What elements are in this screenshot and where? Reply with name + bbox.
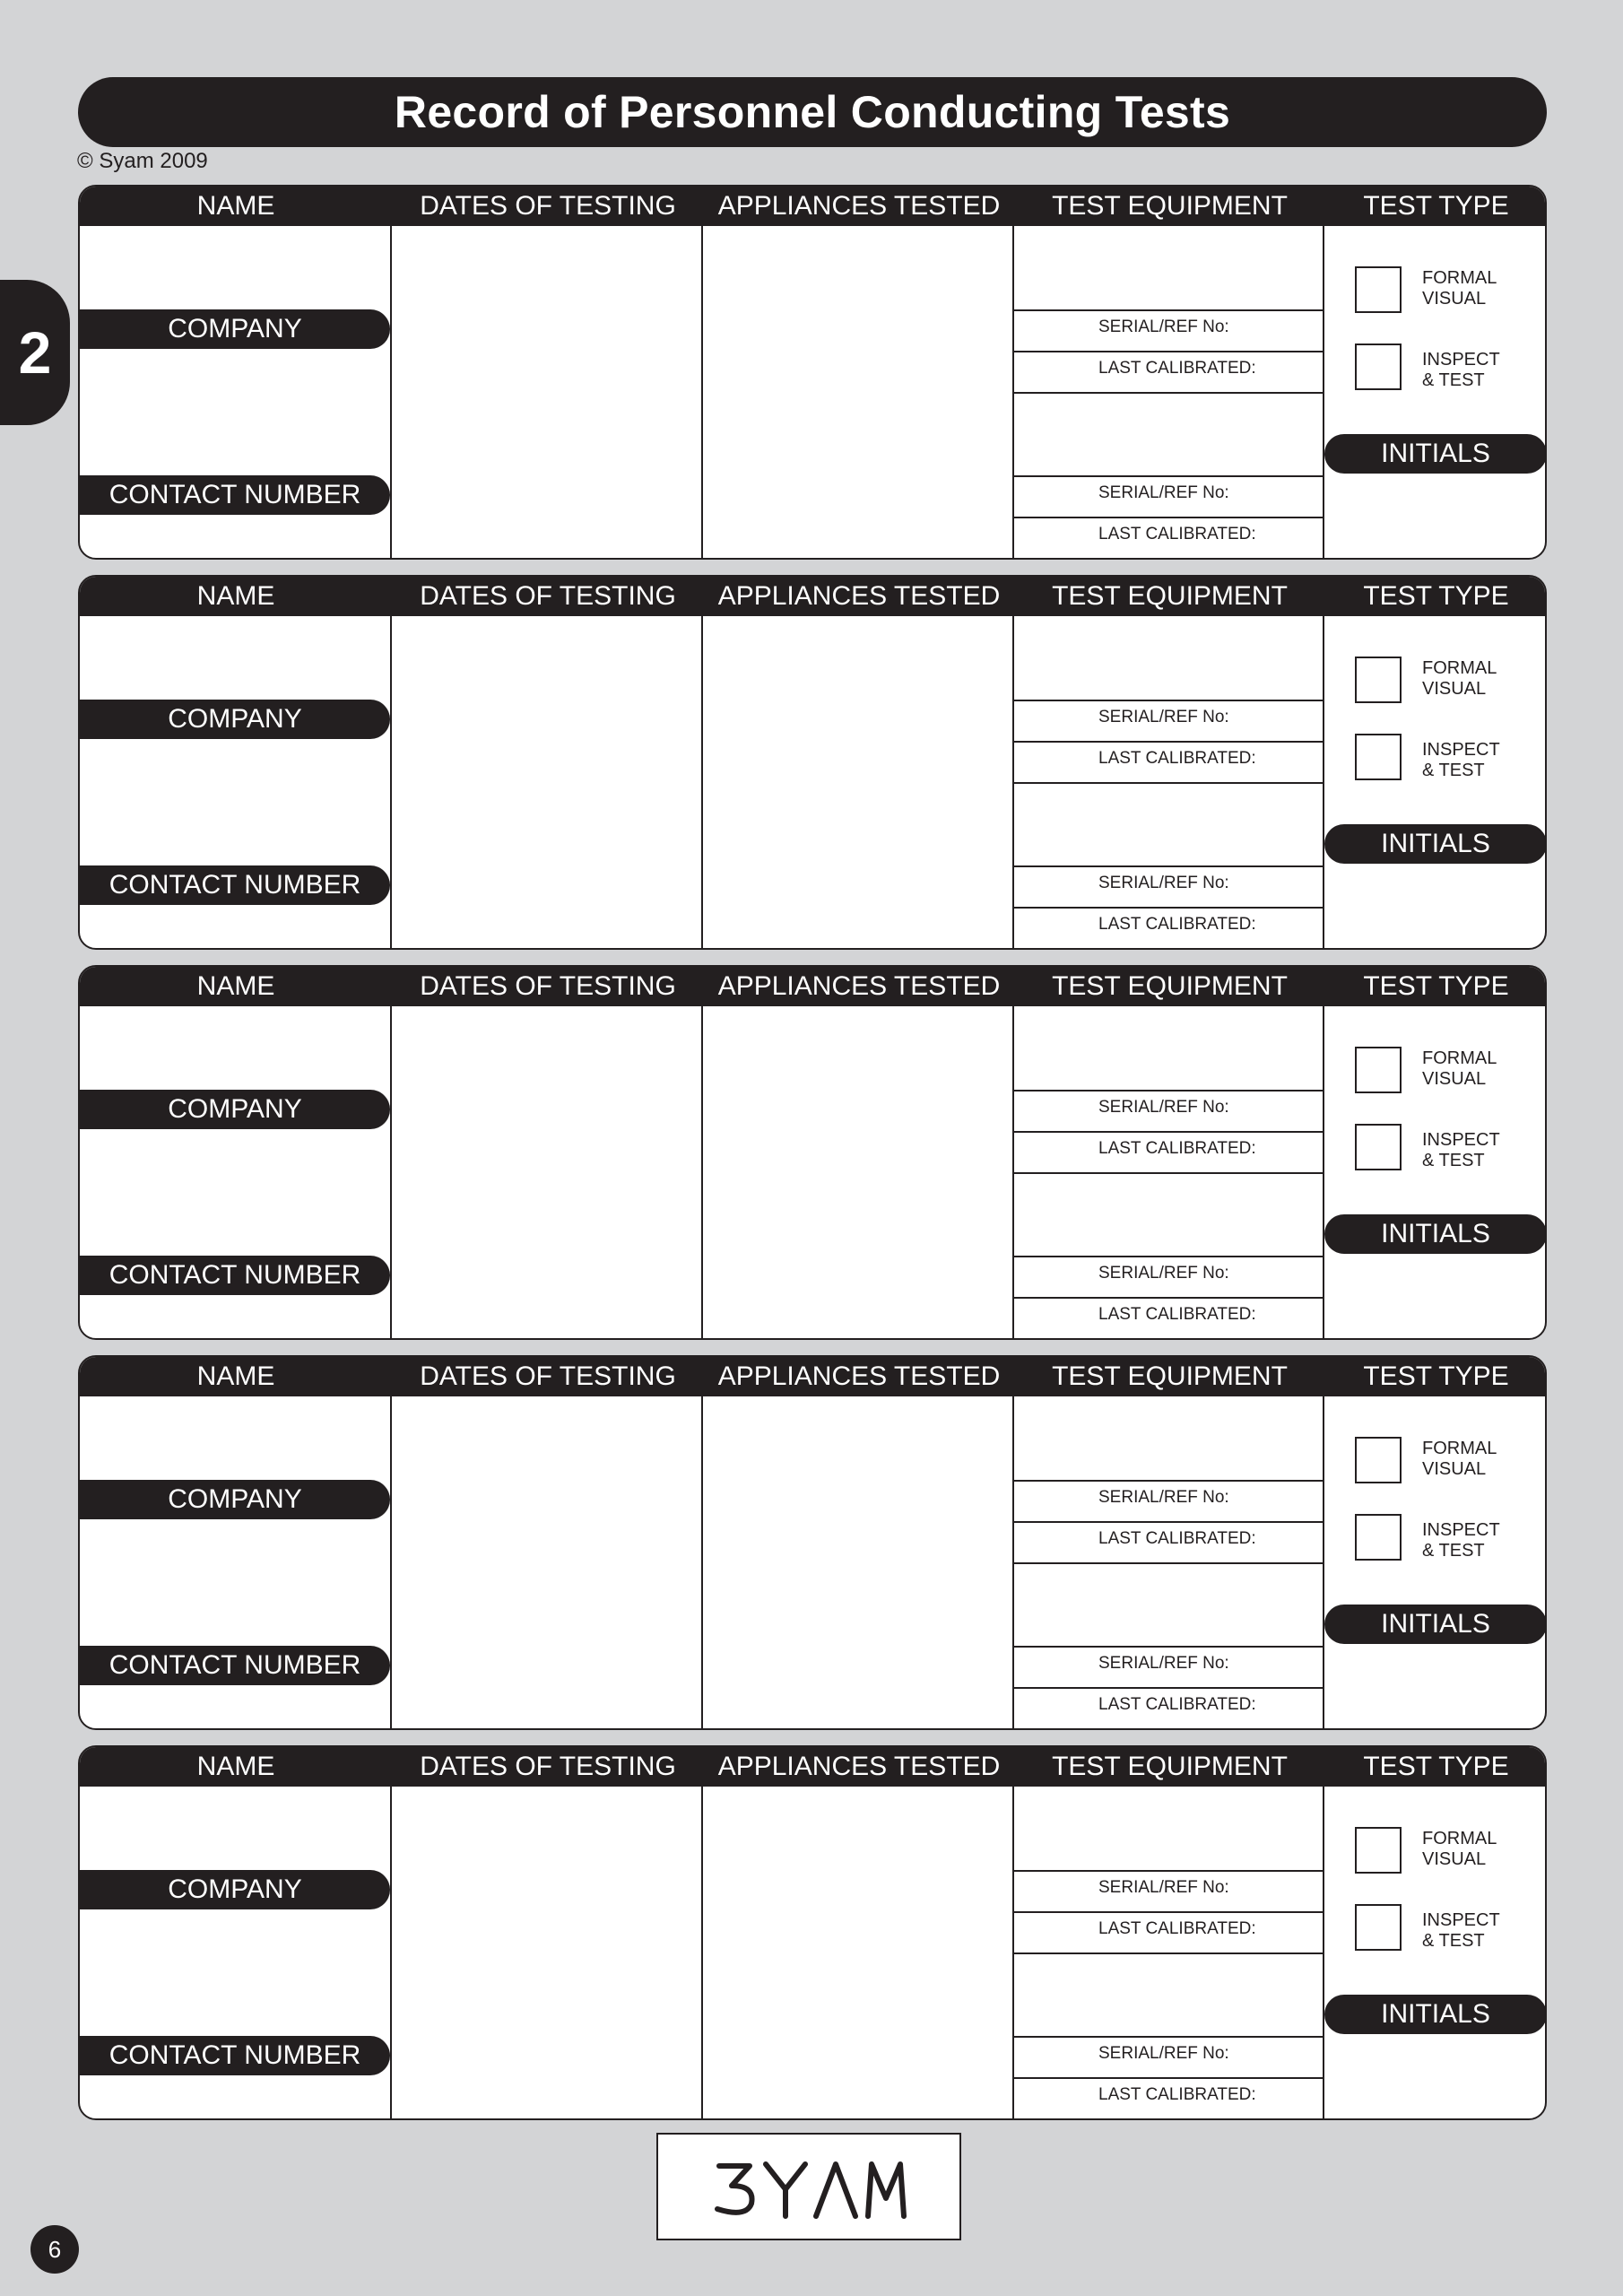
equipment-divider — [1012, 741, 1324, 743]
company-label: COMPANY — [80, 1870, 390, 1909]
record-block — [78, 185, 1547, 560]
formal-visual-checkbox[interactable] — [1355, 1437, 1402, 1483]
contact-number-label: CONTACT NUMBER — [80, 475, 390, 515]
header-appliances-tested: APPLIANCES TESTED — [717, 581, 1001, 611]
equipment-divider — [1012, 1687, 1324, 1689]
contact-number-label: CONTACT NUMBER — [80, 865, 390, 905]
serial-ref-label: SERIAL/REF No: — [1098, 708, 1229, 726]
equipment-divider — [1012, 1172, 1324, 1174]
column-divider — [1012, 1357, 1014, 1728]
last-calibrated-label: LAST CALIBRATED: — [1098, 1139, 1256, 1158]
inspect-test-label: INSPECT & TEST — [1422, 1520, 1500, 1561]
equipment-divider — [1012, 1521, 1324, 1523]
equipment-divider — [1012, 2077, 1324, 2079]
equipment-divider — [1012, 782, 1324, 784]
equipment-divider — [1012, 865, 1324, 867]
copyright-notice: © Syam 2009 — [77, 149, 208, 173]
serial-ref-label: SERIAL/REF No: — [1098, 1878, 1229, 1897]
column-divider — [390, 577, 392, 948]
header-dates-of-testing: DATES OF TESTING — [420, 1361, 676, 1391]
last-calibrated-label: LAST CALIBRATED: — [1098, 525, 1256, 544]
header-test-type: TEST TYPE — [1363, 581, 1509, 611]
company-label: COMPANY — [80, 309, 390, 349]
equipment-divider — [1012, 1870, 1324, 1872]
last-calibrated-label: LAST CALIBRATED: — [1098, 1305, 1256, 1324]
header-test-type: TEST TYPE — [1363, 191, 1509, 221]
inspect-test-label: INSPECT & TEST — [1422, 1910, 1500, 1951]
page-number: 6 — [30, 2225, 79, 2274]
formal-visual-checkbox[interactable] — [1355, 1827, 1402, 1874]
company-label: COMPANY — [80, 700, 390, 739]
formal-visual-checkbox[interactable] — [1355, 1047, 1402, 1093]
formal-visual-label: FORMAL VISUAL — [1422, 658, 1497, 699]
last-calibrated-label: LAST CALIBRATED: — [1098, 749, 1256, 768]
last-calibrated-label: LAST CALIBRATED: — [1098, 359, 1256, 378]
header-name: NAME — [196, 581, 275, 611]
page-title: Record of Personnel Conducting Tests — [78, 77, 1547, 147]
chapter-tab: 2 — [0, 280, 70, 425]
column-divider — [701, 1747, 703, 2118]
column-divider — [1323, 1747, 1324, 2118]
equipment-divider — [1012, 309, 1324, 311]
header-name: NAME — [196, 971, 275, 1001]
inspect-test-checkbox[interactable] — [1355, 1124, 1402, 1170]
column-divider — [390, 1357, 392, 1728]
column-divider — [1323, 1357, 1324, 1728]
company-label: COMPANY — [80, 1480, 390, 1519]
equipment-divider — [1012, 351, 1324, 352]
header-appliances-tested: APPLIANCES TESTED — [717, 1361, 1001, 1391]
formal-visual-label: FORMAL VISUAL — [1422, 1048, 1497, 1089]
record-block — [78, 965, 1547, 1340]
header-dates-of-testing: DATES OF TESTING — [420, 191, 676, 221]
initials-label: INITIALS — [1324, 824, 1547, 864]
equipment-divider — [1012, 1256, 1324, 1257]
column-divider — [701, 187, 703, 558]
contact-number-label: CONTACT NUMBER — [80, 1646, 390, 1685]
serial-ref-label: SERIAL/REF No: — [1098, 2044, 1229, 2063]
header-test-type: TEST TYPE — [1363, 971, 1509, 1001]
equipment-divider — [1012, 2036, 1324, 2038]
contact-number-label: CONTACT NUMBER — [80, 1256, 390, 1295]
equipment-divider — [1012, 907, 1324, 909]
serial-ref-label: SERIAL/REF No: — [1098, 1098, 1229, 1117]
header-dates-of-testing: DATES OF TESTING — [420, 1752, 676, 1781]
inspect-test-checkbox[interactable] — [1355, 734, 1402, 780]
header-test-equipment: TEST EQUIPMENT — [1052, 191, 1288, 221]
inspect-test-label: INSPECT & TEST — [1422, 1130, 1500, 1170]
header-dates-of-testing: DATES OF TESTING — [420, 971, 676, 1001]
header-test-equipment: TEST EQUIPMENT — [1052, 1361, 1288, 1391]
equipment-divider — [1012, 517, 1324, 518]
header-appliances-tested: APPLIANCES TESTED — [717, 971, 1001, 1001]
record-block — [78, 1745, 1547, 2120]
equipment-divider — [1012, 1090, 1324, 1091]
inspect-test-label: INSPECT & TEST — [1422, 350, 1500, 390]
column-divider — [701, 967, 703, 1338]
last-calibrated-label: LAST CALIBRATED: — [1098, 2085, 1256, 2104]
formal-visual-label: FORMAL VISUAL — [1422, 1439, 1497, 1479]
header-test-equipment: TEST EQUIPMENT — [1052, 581, 1288, 611]
equipment-divider — [1012, 1480, 1324, 1482]
syam-logo-mark — [692, 2146, 925, 2227]
serial-ref-label: SERIAL/REF No: — [1098, 1264, 1229, 1283]
equipment-divider — [1012, 392, 1324, 394]
initials-label: INITIALS — [1324, 1995, 1547, 2034]
serial-ref-label: SERIAL/REF No: — [1098, 874, 1229, 892]
equipment-divider — [1012, 1562, 1324, 1564]
header-test-equipment: TEST EQUIPMENT — [1052, 1752, 1288, 1781]
column-divider — [1012, 187, 1014, 558]
column-divider — [701, 577, 703, 948]
column-divider — [390, 187, 392, 558]
column-divider — [1323, 577, 1324, 948]
inspect-test-checkbox[interactable] — [1355, 1514, 1402, 1561]
equipment-divider — [1012, 1646, 1324, 1648]
equipment-divider — [1012, 700, 1324, 701]
formal-visual-checkbox[interactable] — [1355, 657, 1402, 703]
header-appliances-tested: APPLIANCES TESTED — [717, 1752, 1001, 1781]
column-divider — [1323, 187, 1324, 558]
initials-label: INITIALS — [1324, 434, 1547, 474]
equipment-divider — [1012, 475, 1324, 477]
column-divider — [1012, 967, 1014, 1338]
record-block — [78, 1355, 1547, 1730]
syam-logo — [656, 2133, 961, 2240]
inspect-test-label: INSPECT & TEST — [1422, 740, 1500, 780]
equipment-divider — [1012, 1911, 1324, 1913]
column-divider — [1323, 967, 1324, 1338]
initials-label: INITIALS — [1324, 1605, 1547, 1644]
column-divider — [1012, 1747, 1014, 2118]
header-dates-of-testing: DATES OF TESTING — [420, 581, 676, 611]
header-test-type: TEST TYPE — [1363, 1752, 1509, 1781]
last-calibrated-label: LAST CALIBRATED: — [1098, 1919, 1256, 1938]
equipment-divider — [1012, 1297, 1324, 1299]
column-divider — [701, 1357, 703, 1728]
company-label: COMPANY — [80, 1090, 390, 1129]
column-divider — [1012, 577, 1014, 948]
last-calibrated-label: LAST CALIBRATED: — [1098, 1695, 1256, 1714]
serial-ref-label: SERIAL/REF No: — [1098, 1488, 1229, 1507]
header-test-equipment: TEST EQUIPMENT — [1052, 971, 1288, 1001]
header-name: NAME — [196, 1752, 275, 1781]
last-calibrated-label: LAST CALIBRATED: — [1098, 915, 1256, 934]
serial-ref-label: SERIAL/REF No: — [1098, 317, 1229, 336]
column-divider — [390, 1747, 392, 2118]
record-block — [78, 575, 1547, 950]
header-name: NAME — [196, 191, 275, 221]
header-test-type: TEST TYPE — [1363, 1361, 1509, 1391]
header-name: NAME — [196, 1361, 275, 1391]
header-appliances-tested: APPLIANCES TESTED — [717, 191, 1001, 221]
inspect-test-checkbox[interactable] — [1355, 1904, 1402, 1951]
serial-ref-label: SERIAL/REF No: — [1098, 1654, 1229, 1673]
contact-number-label: CONTACT NUMBER — [80, 2036, 390, 2075]
initials-label: INITIALS — [1324, 1214, 1547, 1254]
column-divider — [390, 967, 392, 1338]
inspect-test-checkbox[interactable] — [1355, 344, 1402, 390]
equipment-divider — [1012, 1131, 1324, 1133]
serial-ref-label: SERIAL/REF No: — [1098, 483, 1229, 502]
formal-visual-checkbox[interactable] — [1355, 266, 1402, 313]
formal-visual-label: FORMAL VISUAL — [1422, 268, 1497, 309]
formal-visual-label: FORMAL VISUAL — [1422, 1829, 1497, 1869]
last-calibrated-label: LAST CALIBRATED: — [1098, 1529, 1256, 1548]
equipment-divider — [1012, 1952, 1324, 1954]
